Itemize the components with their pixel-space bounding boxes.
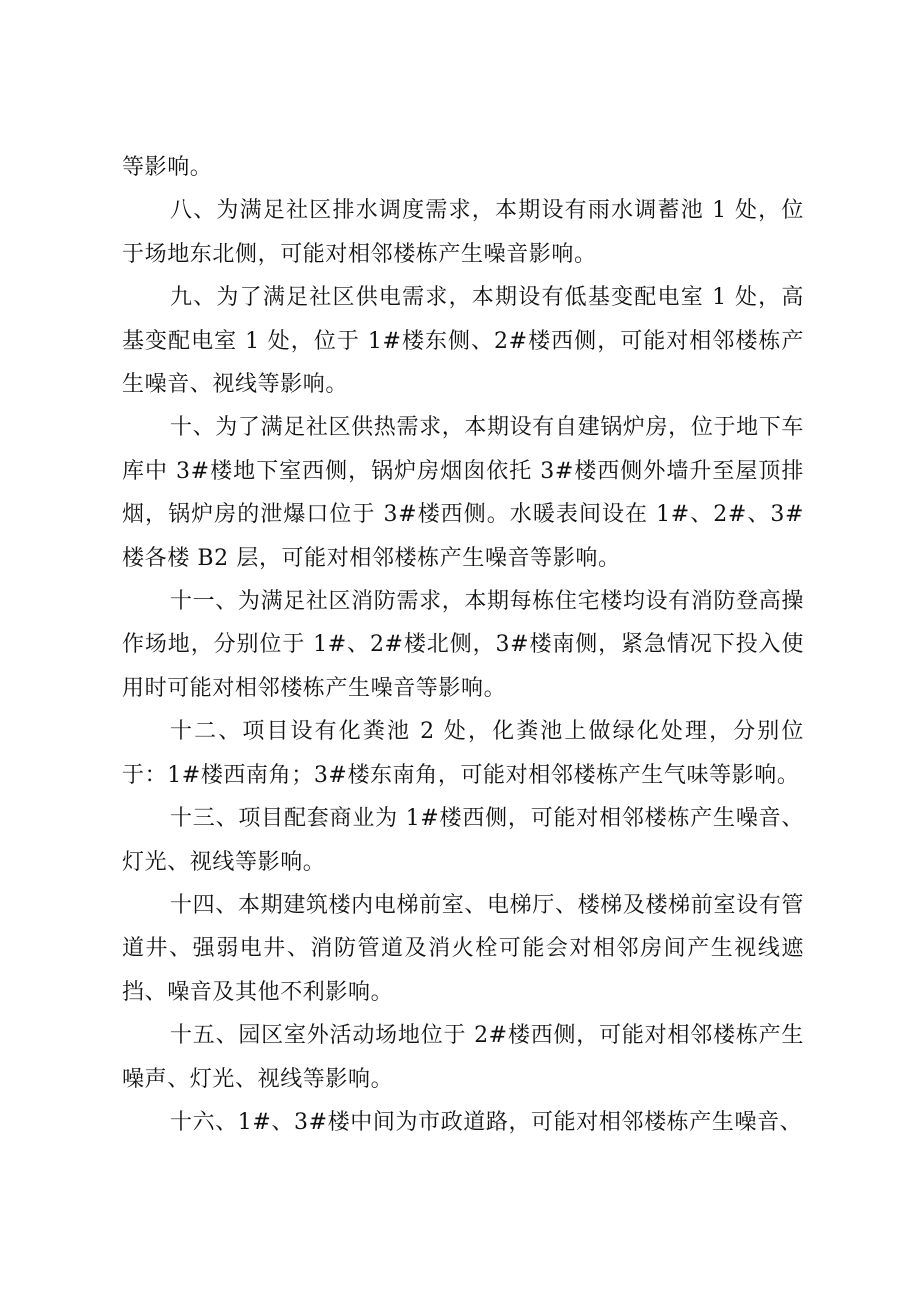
paragraph-item-16: 十六、1#、3#楼中间为市政道路，可能对相邻楼栋产生噪音、 [170,1109,803,1135]
paragraph-item-15: 十五、园区室外活动场地位于 2#楼西侧，可能对相邻楼栋产生噪声、灯光、视线等影响。 [122,1023,804,1092]
paragraph-item-14: 十四、本期建筑楼内电梯前室、电梯厅、楼梯及楼梯前室设有管道井、强弱电井、消防管道及消火栓可能会对相邻房间产生视线遮挡、噪音及其他不利影响。 [122,892,804,1005]
paragraph-continuation: 等影响。 [122,155,213,180]
paragraph-item-13: 十三、项目配套商业为 1#楼西侧，可能对相邻楼栋产生噪音、灯光、视线等影响。 [122,806,804,875]
paragraph-item-11: 十一、为满足社区消防需求，本期每栋住宅楼均设有消防登高操作场地，分别位于 1#、2#楼北侧，3#楼南侧，紧急情况下投入使用时可能对相邻楼栋产生噪音等影响。 [122,589,804,701]
paragraph-item-10: 十、为了满足社区供热需求，本期设有自建锅炉房，位于地下车库中 3#楼地下室西侧，锅炉房烟囱依托 3#楼西侧外墙升至屋顶排烟，锅炉房的泄爆口位于 3#楼西侧。水暖表间设在 1#、2#、3#楼各楼 B2 层，可能对相邻楼栋产生噪音等影响。 [122,415,804,571]
paragraph-item-8: 八、为满足社区排水调度需求，本期设有雨水调蓄池 1 处，位于场地东北侧，可能对相邻楼栋产生噪音影响。 [122,198,804,267]
paragraph-item-9: 九、为了满足社区供电需求，本期设有低基变配电室 1 处，高基变配电室 1 处，位于 1#楼东侧、2#楼西侧，可能对相邻楼栋产生噪音、视线等影响。 [122,285,804,398]
paragraph-item-12: 十二、项目设有化粪池 2 处，化粪池上做绿化处理，分别位于：1#楼西南角；3#楼东南角，可能对相邻楼栋产生气味等影响。 [122,719,804,788]
document-body [122,146,804,1144]
